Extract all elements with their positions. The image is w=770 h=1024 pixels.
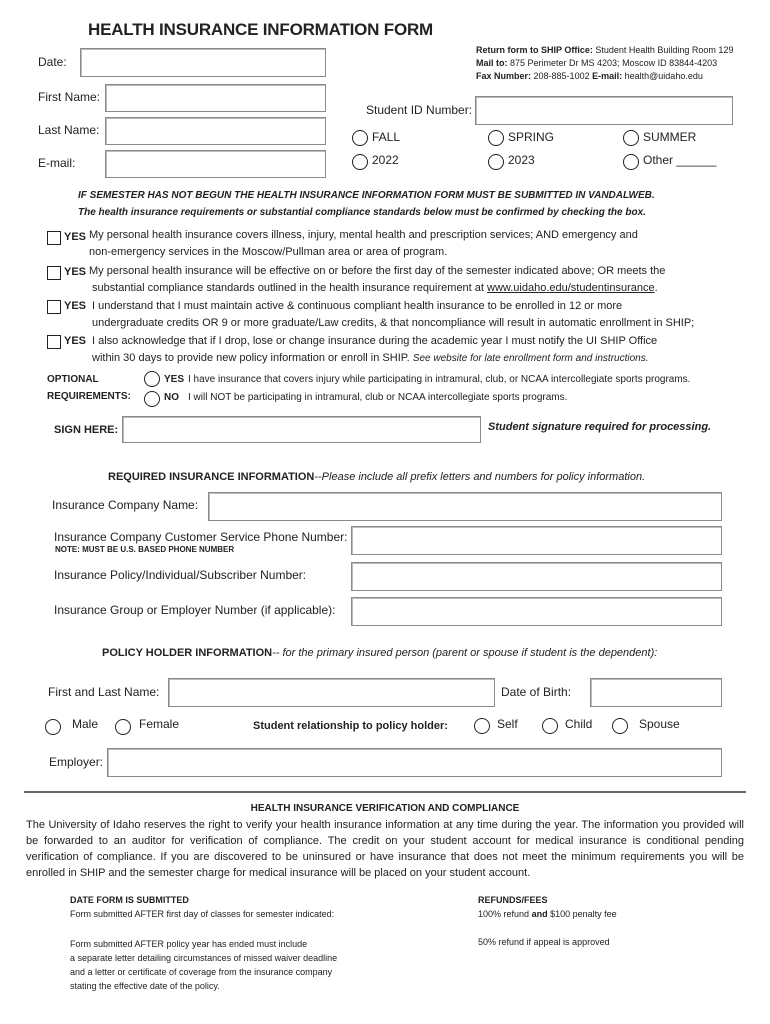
sports-no-label: NO <box>164 392 179 403</box>
first-name-field[interactable] <box>105 84 326 112</box>
date-field[interactable] <box>80 48 326 77</box>
email-contact-label: E-mail: <box>592 71 623 81</box>
section-divider <box>24 791 746 793</box>
holder-name-label: First and Last Name: <box>48 685 160 699</box>
fall-label: FALL <box>372 130 401 144</box>
return-label: Return form to SHIP Office: <box>476 45 593 55</box>
yes-label: YES <box>64 300 87 312</box>
spouse-label: Spouse <box>639 717 680 731</box>
optional-label: OPTIONAL <box>47 374 99 385</box>
requirement-text-2b-main: substantial compliance standards outlined in the health insurance requirement at <box>92 282 484 294</box>
female-label: Female <box>139 717 180 731</box>
insurance-heading <box>108 471 645 483</box>
summer-label: SUMMER <box>643 130 697 144</box>
group-number-label: Insurance Group or Employer Number (if applicable): <box>54 603 336 617</box>
yes-label: YES <box>64 231 87 243</box>
spring-label: SPRING <box>508 130 555 144</box>
summer-radio[interactable] <box>623 130 639 146</box>
female-radio[interactable] <box>115 719 131 735</box>
sports-no-radio[interactable] <box>144 391 160 407</box>
requirement-text-4a: I also acknowledge that if I drop, lose or change insurance during the academic year I must notify the UI SHIP Office <box>92 335 658 347</box>
last-name-label: Last Name: <box>38 123 100 137</box>
spouse-radio[interactable] <box>612 718 628 734</box>
dob-field[interactable] <box>590 678 722 707</box>
yes-label: YES <box>64 335 87 347</box>
employer-label: Employer: <box>49 755 104 769</box>
requirement-checkbox-3[interactable] <box>47 300 61 314</box>
fall-radio[interactable] <box>352 130 368 146</box>
late-enrollment-note: See website for late enrollment form and instructions. <box>412 353 649 364</box>
last-name-field[interactable] <box>105 117 326 145</box>
insurance-company-field[interactable] <box>208 492 722 521</box>
policy-number-label: Insurance Policy/Individual/Subscriber Number: <box>54 568 307 582</box>
date-submitted-row-2 <box>70 937 337 993</box>
sports-no-text: I will NOT be participating in intramural, club or NCAA intercollegiate sports programs. <box>188 392 568 403</box>
refund-and: and <box>531 909 548 919</box>
refunds-row-1 <box>478 909 617 919</box>
requirement-checkbox-4[interactable] <box>47 335 61 349</box>
year-other-label: Other ______ <box>643 153 717 167</box>
verification-heading: HEALTH INSURANCE VERIFICATION AND COMPLIANCE <box>250 803 520 814</box>
mail-value: 875 Perimeter Dr MS 4203; Moscow ID 83844-4203 <box>510 58 718 68</box>
year-2023-radio[interactable] <box>488 154 504 170</box>
notice-line-2: The health insurance requirements or substantial compliance standards below must be confirmed by checking the box. <box>78 207 646 218</box>
date-submitted-row-2-line-1: Form submitted AFTER policy year has ended must include <box>70 939 308 949</box>
male-radio[interactable] <box>45 719 61 735</box>
form-title: HEALTH INSURANCE INFORMATION FORM <box>88 20 434 39</box>
verification-body: The University of Idaho reserves the right to verify your health insurance information at any time during the year. The information you provided will be forwarded to an auditor for verification of compliance. The credit on your student account for medical insurance is conditional pending verification of compliance. If you are discovered to be uninsured or have insurance that does not meet the minimum requirements you will be enrolled in SHIP and the semester charge for medical insurance will be placed on your student account. <box>26 819 744 879</box>
holder-heading-note: -- for the primary insured person (parent or spouse if student is the dependent): <box>272 647 658 659</box>
refund-full: 100% refund <box>478 909 530 919</box>
holder-name-field[interactable] <box>168 678 495 707</box>
date-submitted-row-2-line-3: and a letter or certificate of coverage from the insurance company <box>70 967 333 977</box>
sign-here-label: SIGN HERE: <box>54 424 119 436</box>
holder-heading-title: POLICY HOLDER INFORMATION <box>102 647 273 659</box>
refund-penalty: $100 penalty fee <box>550 909 617 919</box>
phone-label: Insurance Company Customer Service Phone Number: <box>54 530 348 544</box>
male-label: Male <box>72 717 99 731</box>
signature-field[interactable] <box>122 416 481 443</box>
phone-note: NOTE: MUST BE U.S. BASED PHONE NUMBER <box>55 545 235 554</box>
mail-label: Mail to: <box>476 58 508 68</box>
email-label: E-mail: <box>38 156 76 170</box>
year-other-radio[interactable] <box>623 154 639 170</box>
year-2022-label: 2022 <box>372 153 399 167</box>
date-label: Date: <box>38 55 67 69</box>
sports-yes-text: I have insurance that covers injury while participating in intramural, club, or NCAA intercollegiate sports programs. <box>188 374 691 385</box>
period: . <box>654 282 658 294</box>
signature-note: Student signature required for processing. <box>488 421 712 433</box>
sports-yes-radio[interactable] <box>144 371 160 387</box>
spring-radio[interactable] <box>488 130 504 146</box>
requirement-checkbox-2[interactable] <box>47 266 61 280</box>
sports-yes-label: YES <box>164 374 185 385</box>
email-field[interactable] <box>105 150 326 178</box>
requirement-checkbox-1[interactable] <box>47 231 61 245</box>
student-id-label: Student ID Number: <box>366 103 473 117</box>
student-insurance-link[interactable]: www.uidaho.edu/studentinsurance <box>487 282 655 294</box>
date-submitted-row-1: Form submitted AFTER first day of classes for semester indicated: <box>70 909 335 919</box>
insurance-heading-title: REQUIRED INSURANCE INFORMATION <box>108 471 315 483</box>
phone-field[interactable] <box>351 526 722 555</box>
fax-label: Fax Number: <box>476 71 532 81</box>
requirement-text-3b: undergraduate credits OR 9 or more graduate/Law credits, & that noncompliance will result in automatic enrollment in SHIP; <box>92 317 695 329</box>
relationship-label: Student relationship to policy holder: <box>253 720 448 732</box>
child-radio[interactable] <box>542 718 558 734</box>
requirement-text-4b <box>92 352 648 364</box>
year-2023-label: 2023 <box>508 153 535 167</box>
requirement-text-1b: non-emergency services in the Moscow/Pullman area or area of program. <box>89 246 448 258</box>
group-number-field[interactable] <box>351 597 722 626</box>
holder-heading <box>102 647 657 659</box>
return-info <box>476 44 733 83</box>
child-label: Child <box>565 717 593 731</box>
return-value: Student Health Building Room 129 <box>595 45 734 55</box>
policy-number-field[interactable] <box>351 562 722 591</box>
yes-label: YES <box>64 266 87 278</box>
requirement-text-1a: My personal health insurance covers illness, injury, mental health and prescription services; AND emergency and <box>89 229 638 241</box>
self-label: Self <box>497 717 518 731</box>
requirement-text-2b <box>92 282 658 294</box>
requirement-text-2a: My personal health insurance will be effective on or before the first day of the semester indicated above; OR meets the <box>89 265 666 277</box>
requirement-text-4b-main: within 30 days to provide new policy information or enroll in SHIP. <box>92 352 410 364</box>
date-submitted-header: DATE FORM IS SUBMITTED <box>70 895 189 905</box>
student-id-field[interactable] <box>475 96 733 125</box>
fax-value: 208-885-1002 <box>533 71 590 81</box>
date-submitted-row-2-line-2: a separate letter detailing circumstances of missed waiver deadline <box>70 953 338 963</box>
refunds-row-2: 50% refund if appeal is approved <box>478 937 610 947</box>
refunds-header: REFUNDS/FEES <box>478 895 548 905</box>
date-submitted-row-2-line-4: stating the effective date of the policy. <box>70 981 220 991</box>
notice-line-1: IF SEMESTER HAS NOT BEGUN THE HEALTH INSURANCE INFORMATION FORM MUST BE SUBMITTED IN VANDALWEB. <box>78 190 655 201</box>
dob-label: Date of Birth: <box>501 685 572 699</box>
insurance-company-label: Insurance Company Name: <box>52 498 199 512</box>
employer-field[interactable] <box>107 748 722 777</box>
self-radio[interactable] <box>474 718 490 734</box>
requirement-text-3a: I understand that I must maintain active & continuous compliant health insurance to be enrolled in 12 or more <box>92 300 623 312</box>
insurance-heading-note: --Please include all prefix letters and numbers for policy information. <box>314 471 646 483</box>
email-contact-value: health@uidaho.edu <box>624 71 703 81</box>
requirements-label: REQUIREMENTS: <box>47 391 131 402</box>
first-name-label: First Name: <box>38 90 101 104</box>
year-2022-radio[interactable] <box>352 154 368 170</box>
